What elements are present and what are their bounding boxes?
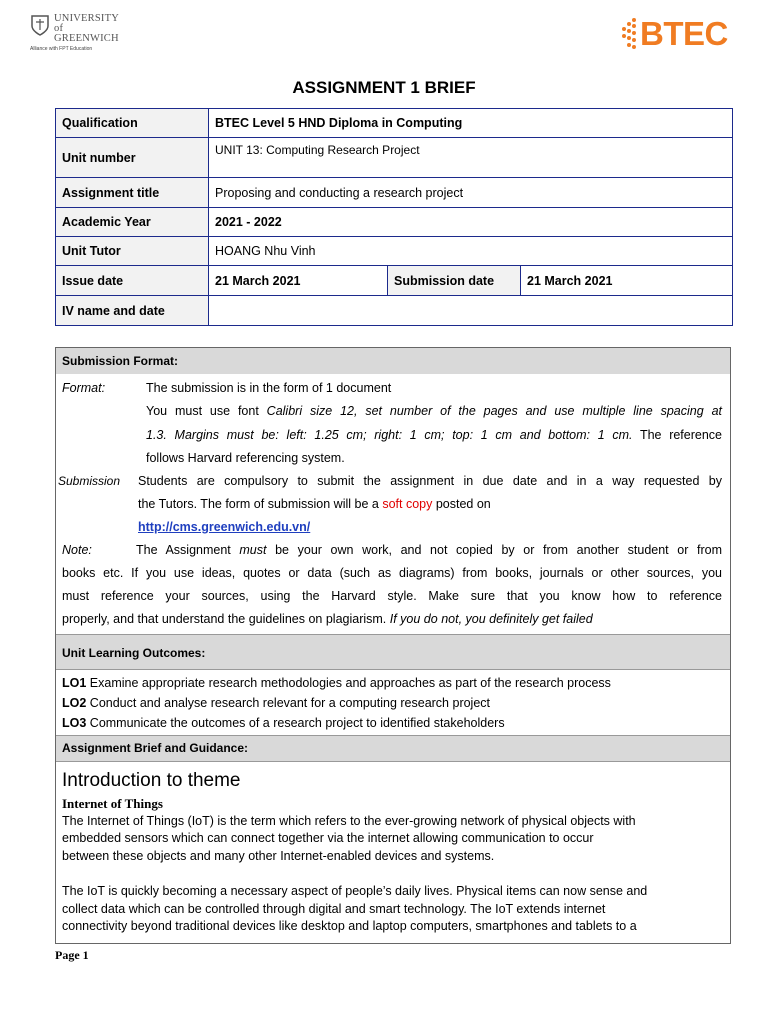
format-line-1: The submission is in the form of 1 document bbox=[146, 381, 392, 395]
note-line-2: books etc. If you use ideas, quotes or data (such as diagrams) from books, journals or other sources, you bbox=[62, 566, 722, 580]
submission-label: Submission bbox=[58, 474, 121, 488]
unit-tutor-label: Unit Tutor bbox=[56, 237, 209, 266]
issue-date-label: Issue date bbox=[56, 266, 209, 296]
btec-logo bbox=[612, 14, 747, 54]
unit-tutor-value: HOANG Nhu Vinh bbox=[209, 237, 733, 266]
qualification-label: Qualification bbox=[56, 109, 209, 138]
para1-line-2: embedded sensors which can connect together via the internet allowing communication to occur bbox=[62, 831, 594, 845]
page-number: Page 1 bbox=[55, 948, 89, 962]
note-line-4: properly, and that understand the guidelines on plagiarism. If you do not, you definitely get failed bbox=[62, 612, 593, 626]
learning-outcome-3: LO3 Communicate the outcomes of a research project to identified stakeholders bbox=[62, 716, 505, 730]
table-row bbox=[56, 266, 733, 296]
submission-line-2: the Tutors. The form of submission will be a soft copy posted on bbox=[138, 497, 491, 511]
cms-link[interactable]: http://cms.greenwich.edu.vn/ bbox=[138, 520, 311, 534]
unit-number-label: Unit number bbox=[56, 138, 209, 178]
table-row bbox=[56, 138, 733, 178]
format-label: Format: bbox=[62, 381, 106, 395]
assignment-title-label: Assignment title bbox=[56, 178, 209, 208]
btec-dots-icon bbox=[612, 16, 640, 52]
academic-year-label: Academic Year bbox=[56, 208, 209, 237]
brief-guidance-heading: Assignment Brief and Guidance: bbox=[56, 735, 730, 762]
iv-label: IV name and date bbox=[56, 296, 209, 326]
university-name: UNIVERSITY of GREENWICH bbox=[54, 13, 119, 44]
submission-date-value: 21 March 2021 bbox=[521, 266, 733, 296]
table-row bbox=[56, 237, 733, 266]
assignment-details-box bbox=[55, 347, 731, 944]
assignment-title-value: Proposing and conducting a research project bbox=[209, 178, 733, 208]
crest-icon bbox=[30, 14, 50, 36]
qualification-value: BTEC Level 5 HND Diploma in Computing bbox=[209, 109, 733, 138]
intro-heading: Introduction to theme bbox=[62, 770, 241, 791]
learning-outcome-1: LO1 Examine appropriate research methodologies and approaches as part of the research process bbox=[62, 676, 611, 690]
iv-value bbox=[209, 296, 733, 326]
para2-line-3: connectivity beyond traditional devices like desktop and laptop computers, smartphones and tablets to a bbox=[62, 919, 637, 933]
iot-subheading: Internet of Things bbox=[62, 796, 163, 811]
table-row bbox=[56, 296, 733, 326]
para2-line-2: collect data which can be controlled through digital and smart technology. The IoT extends internet bbox=[62, 902, 606, 916]
document-title: ASSIGNMENT 1 BRIEF bbox=[292, 78, 476, 97]
issue-date-value: 21 March 2021 bbox=[209, 266, 388, 296]
format-line-2: You must use font Calibri size 12, set number of the pages and use multiple line spacing at bbox=[146, 404, 722, 418]
alliance-text: Alliance with FPT Education bbox=[30, 46, 93, 52]
para2-line-1: The IoT is quickly becoming a necessary aspect of people’s daily lives. Physical items can now sense and bbox=[62, 884, 648, 898]
para1-line-3: between these objects and many other Internet-enabled devices and systems. bbox=[62, 849, 495, 863]
format-line-4: follows Harvard referencing system. bbox=[146, 451, 345, 465]
para1-line-1: The Internet of Things (IoT) is the term which refers to the ever-growing network of physical objects with bbox=[62, 814, 636, 828]
learning-outcome-2: LO2 Conduct and analyse research relevant for a computing research project bbox=[62, 696, 491, 710]
note-label: Note: bbox=[62, 543, 92, 557]
btec-logo-text: BTEC bbox=[640, 15, 728, 52]
submission-date-label: Submission date bbox=[388, 266, 521, 296]
format-line-3: 1.3. Margins must be: left: 1.25 cm; right: 1 cm; top: 1 cm and bottom: 1 cm. The reference bbox=[146, 428, 722, 442]
academic-year-value: 2021 - 2022 bbox=[209, 208, 733, 237]
table-row bbox=[56, 178, 733, 208]
submission-format-heading: Submission Format: bbox=[56, 348, 730, 374]
assignment-info-table bbox=[55, 108, 733, 326]
unit-number-value: UNIT 13: Computing Research Project bbox=[209, 138, 733, 178]
university-of-greenwich-logo bbox=[30, 14, 130, 60]
note-line-3: must reference your sources, using the Harvard style. Make sure that you know how to reference bbox=[62, 589, 722, 603]
table-row bbox=[56, 109, 733, 138]
learning-outcomes-heading: Unit Learning Outcomes: bbox=[56, 634, 730, 670]
table-row bbox=[56, 208, 733, 237]
submission-line-1: Students are compulsory to submit the assignment in due date and in a way requested by bbox=[138, 474, 722, 488]
note-line-1: The Assignment must be your own work, and not copied by or from another student or from bbox=[136, 543, 722, 557]
